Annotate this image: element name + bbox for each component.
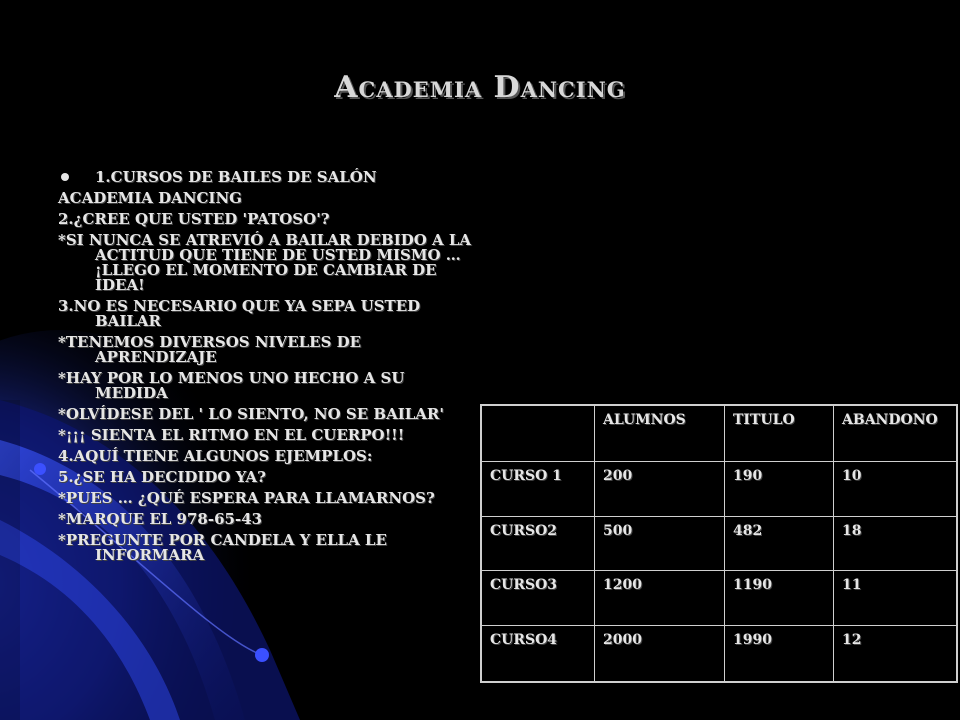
table-header-cell: ABANDONO xyxy=(834,405,958,461)
table-cell: 12 xyxy=(834,626,958,682)
list-item: *HAY POR LO MENOS UNO HECHO A SU MEDIDA xyxy=(58,369,405,402)
table-cell: 1200 xyxy=(595,571,725,626)
glowing-dot-decoration xyxy=(255,648,269,662)
table-cell: 10 xyxy=(834,461,958,516)
list-item: 1.CURSOS DE BAILES DE SALÓN xyxy=(58,170,478,185)
list-item: 5.¿SE HA DECIDIDO YA? xyxy=(58,468,266,486)
list-item: *TENEMOS DIVERSOS NIVELES DE APRENDIZAJE xyxy=(58,333,362,366)
table-row xyxy=(481,626,957,682)
table-cell: CURSO2 xyxy=(481,516,595,571)
table-header-cell: ALUMNOS xyxy=(595,405,725,461)
table-cell: 1990 xyxy=(725,626,834,682)
list-item: *PREGUNTE POR CANDELA Y ELLA LE INFORMARA xyxy=(58,531,387,564)
table-cell: 200 xyxy=(595,461,725,516)
slide-title: Academia Dancing xyxy=(334,70,626,105)
courses-table xyxy=(480,404,958,683)
table-header-cell: TITULO xyxy=(725,405,834,461)
table-cell: CURSO3 xyxy=(481,571,595,626)
list-item: *MARQUE EL 978-65-43 xyxy=(58,510,263,528)
bullet-list xyxy=(58,170,478,569)
table-cell: 11 xyxy=(834,571,958,626)
table-cell: 2000 xyxy=(595,626,725,682)
table-cell: 482 xyxy=(725,516,834,571)
table-cell: 500 xyxy=(595,516,725,571)
list-item: 2.¿CREE QUE USTED 'PATOSO'? xyxy=(58,210,330,228)
table-cell: 18 xyxy=(834,516,958,571)
bullet-dot-icon xyxy=(61,173,69,181)
list-item: ACADEMIA DANCING xyxy=(58,189,242,207)
table-row xyxy=(481,571,957,626)
list-item: 3.NO ES NECESARIO QUE YA SEPA USTED BAILAR xyxy=(58,297,421,330)
list-item: *PUES … ¿QUÉ ESPERA PARA LLAMARNOS? xyxy=(58,489,435,507)
table-row xyxy=(481,461,957,516)
list-item: *OLVÍDESE DEL ' LO SIENTO, NO SE BAILAR' xyxy=(58,405,444,423)
table-cell: CURSO4 xyxy=(481,626,595,682)
table-cell: 1190 xyxy=(725,571,834,626)
table-header-cell xyxy=(481,405,595,461)
table-header-row xyxy=(481,405,957,461)
table-cell: CURSO 1 xyxy=(481,461,595,516)
table-row xyxy=(481,516,957,571)
list-item: *SI NUNCA SE ATREVIÓ A BAILAR DEBIDO A LA ACTITUD QUE TIENE DE USTED MISMO … ¡LLEGO EL MOMENTO DE CAMBIAR DE IDEA! xyxy=(58,231,472,294)
glowing-dot-decoration xyxy=(34,463,46,475)
table-cell: 190 xyxy=(725,461,834,516)
list-item: *¡¡¡ SIENTA EL RITMO EN EL CUERPO!!! xyxy=(58,426,405,444)
list-item: 4.AQUÍ TIENE ALGUNOS EJEMPLOS: xyxy=(58,447,373,465)
